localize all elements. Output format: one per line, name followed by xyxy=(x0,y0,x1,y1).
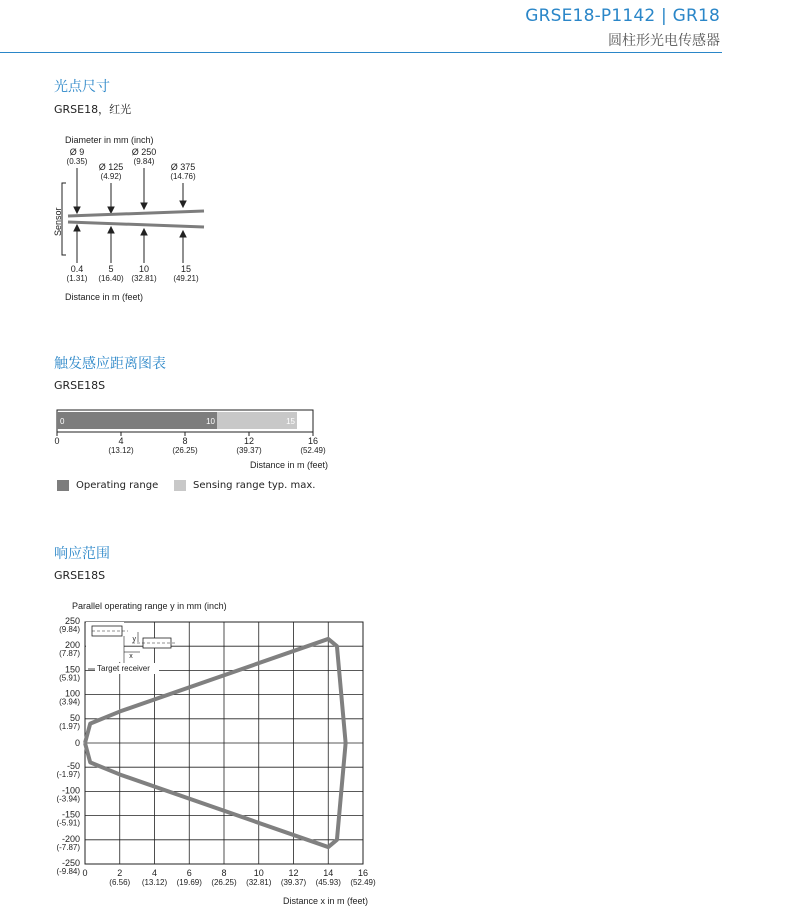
svg-text:(14.76): (14.76) xyxy=(170,172,196,181)
svg-text:-100: -100 xyxy=(61,785,80,796)
svg-text:(39.37): (39.37) xyxy=(236,446,262,455)
svg-text:200: 200 xyxy=(64,640,80,651)
svg-text:(1.31): (1.31) xyxy=(66,274,88,283)
response-y-tick-9 xyxy=(56,834,80,852)
svg-text:5: 5 xyxy=(108,264,114,274)
distance-label-0 xyxy=(67,264,88,283)
svg-text:8: 8 xyxy=(182,436,188,446)
svg-text:(9.84): (9.84) xyxy=(59,625,80,634)
range-tick-3 xyxy=(236,432,262,455)
bottom-arrows xyxy=(74,225,186,263)
diameter-label-3 xyxy=(170,162,196,181)
top-arrows xyxy=(74,168,186,213)
response-y-tick-2 xyxy=(59,664,80,682)
svg-text:Ø 250: Ø 250 xyxy=(131,147,157,157)
inset-x-label: x xyxy=(129,653,133,660)
svg-text:(-9.84): (-9.84) xyxy=(56,867,80,876)
response-x-tick-4 xyxy=(246,868,272,887)
response-x-tick-1 xyxy=(142,868,168,887)
svg-text:(1.97): (1.97) xyxy=(59,721,80,731)
response-y-tick-1 xyxy=(59,640,80,658)
svg-text:(52.49): (52.49) xyxy=(350,878,376,887)
response-chart-title: 响应范围 xyxy=(54,546,110,562)
svg-text:(4.92): (4.92) xyxy=(100,172,122,181)
response-x-tick-2 xyxy=(177,868,203,887)
svg-text:(9.84): (9.84) xyxy=(133,157,155,166)
svg-text:100: 100 xyxy=(64,688,80,699)
svg-text:(26.25): (26.25) xyxy=(172,446,198,455)
svg-text:(-3.94): (-3.94) xyxy=(56,794,80,804)
distance-label-3 xyxy=(173,264,199,283)
response-grid xyxy=(85,622,363,864)
svg-text:(49.21): (49.21) xyxy=(173,274,199,283)
response-x-tick-zero: 0 xyxy=(82,868,88,878)
svg-text:(5.91): (5.91) xyxy=(59,673,80,683)
svg-text:6: 6 xyxy=(186,868,192,878)
svg-text:50: 50 xyxy=(69,712,80,723)
svg-text:(13.12): (13.12) xyxy=(108,446,134,455)
legend-operating xyxy=(57,480,158,491)
page-header-title: GRSE18-P1142 | GR18 xyxy=(525,6,720,26)
target-receiver-label: Target receiver xyxy=(97,664,150,673)
response-x-tick-7 xyxy=(350,868,376,887)
response-x-tick-5 xyxy=(281,868,307,887)
svg-text:4: 4 xyxy=(151,868,158,878)
svg-text:Ø 375: Ø 375 xyxy=(170,162,196,172)
svg-text:(39.37): (39.37) xyxy=(280,878,307,887)
svg-text:-50: -50 xyxy=(66,761,80,772)
svg-text:(32.81): (32.81) xyxy=(131,274,157,283)
legend-operating-label: Operating range xyxy=(76,480,159,491)
response-y-tick-7 xyxy=(56,785,80,803)
legend-operating-swatch xyxy=(57,480,69,491)
beam-lower-edge xyxy=(68,222,204,227)
operating-end-label: 10 xyxy=(206,417,215,426)
response-chart xyxy=(0,595,400,915)
svg-text:0: 0 xyxy=(54,436,60,446)
svg-text:2: 2 xyxy=(117,868,123,878)
svg-text:250: 250 xyxy=(64,616,80,626)
legend-sensing-label: Sensing range typ. max. xyxy=(193,480,316,491)
response-y-tick-0 xyxy=(59,616,80,634)
response-x-title: Distance x in m (feet) xyxy=(282,896,368,906)
svg-text:(45.93): (45.93) xyxy=(315,878,341,887)
svg-text:-150: -150 xyxy=(61,809,80,820)
range-chart-title: 触发感应距离图表 xyxy=(54,356,166,372)
svg-text:16: 16 xyxy=(357,868,369,878)
svg-text:-200: -200 xyxy=(61,833,80,844)
svg-text:(-7.87): (-7.87) xyxy=(56,842,80,852)
svg-text:14: 14 xyxy=(323,868,334,878)
response-x-tick-3 xyxy=(211,868,237,887)
svg-text:(52.49): (52.49) xyxy=(300,446,326,455)
svg-text:12: 12 xyxy=(243,436,255,446)
response-y-tick-5 xyxy=(75,738,80,748)
response-x-tick-0 xyxy=(109,868,130,887)
svg-text:(3.94): (3.94) xyxy=(59,697,80,707)
spot-size-title: 光点尺寸 xyxy=(54,79,110,95)
svg-text:-250: -250 xyxy=(61,858,80,868)
target-receiver-inset xyxy=(86,622,176,674)
diameter-axis-label: Diameter in mm (inch) xyxy=(65,135,154,145)
range-axis-ticks xyxy=(54,432,326,455)
operating-range-bar xyxy=(57,412,217,429)
range-chart xyxy=(0,400,340,475)
svg-text:16: 16 xyxy=(307,436,319,446)
response-y-title: Parallel operating range y in mm (inch) xyxy=(72,601,227,611)
response-y-tick-6 xyxy=(56,761,80,779)
legend-sensing-swatch xyxy=(174,480,186,491)
svg-text:(-1.97): (-1.97) xyxy=(56,770,80,780)
svg-text:12: 12 xyxy=(288,868,299,878)
beam-upper-edge xyxy=(68,211,204,216)
svg-text:0: 0 xyxy=(74,738,80,748)
response-y-tick-10 xyxy=(56,858,80,876)
svg-text:150: 150 xyxy=(64,664,80,675)
svg-text:(26.25): (26.25) xyxy=(211,878,237,887)
diameter-label-1 xyxy=(99,162,124,181)
range-axis-label: Distance in m (feet) xyxy=(249,460,328,470)
response-x-tick-6 xyxy=(316,868,342,887)
header-rule xyxy=(0,52,722,53)
range-tick-1 xyxy=(108,432,134,455)
svg-text:15: 15 xyxy=(180,264,192,274)
response-y-tick-8 xyxy=(56,810,80,828)
range-tick-2 xyxy=(172,432,198,455)
svg-text:(-5.91): (-5.91) xyxy=(56,818,80,828)
diameter-label-0 xyxy=(67,147,88,166)
svg-text:(7.87): (7.87) xyxy=(59,649,80,659)
svg-text:Ø 125: Ø 125 xyxy=(98,162,124,172)
response-y-tick-3 xyxy=(59,689,80,707)
inset-y-label: y xyxy=(132,636,136,643)
response-y-ticks xyxy=(56,616,80,876)
spot-size-subtitle: GRSE18，红光 xyxy=(54,103,132,116)
spot-size-diagram xyxy=(0,125,260,310)
bar-start-label: 0 xyxy=(60,417,65,426)
svg-text:0.4: 0.4 xyxy=(70,264,84,274)
range-chart-subtitle: GRSE18S xyxy=(54,379,106,392)
svg-text:10: 10 xyxy=(253,868,264,878)
svg-text:8: 8 xyxy=(221,868,227,878)
svg-text:(19.69): (19.69) xyxy=(176,878,202,887)
svg-text:(32.81): (32.81) xyxy=(246,878,272,887)
svg-text:(6.56): (6.56) xyxy=(109,878,131,887)
svg-text:Ø 9: Ø 9 xyxy=(69,147,85,157)
distance-label-1 xyxy=(98,264,124,283)
sensor-label: Sensor xyxy=(53,207,63,236)
svg-text:(13.12): (13.12) xyxy=(141,878,168,887)
page-header-subtitle: 圆柱形光电传感器 xyxy=(608,33,720,49)
svg-text:(0.35): (0.35) xyxy=(66,157,88,166)
response-x-ticks xyxy=(82,868,376,887)
svg-text:(16.40): (16.40) xyxy=(98,274,124,283)
response-chart-subtitle: GRSE18S xyxy=(54,569,106,582)
diameter-label-2 xyxy=(132,147,157,166)
legend-sensing xyxy=(174,480,315,491)
range-tick-4 xyxy=(300,432,326,455)
svg-text:4: 4 xyxy=(118,436,124,446)
svg-text:10: 10 xyxy=(138,264,150,274)
sensing-end-label: 15 xyxy=(286,417,295,426)
distance-label-2 xyxy=(131,264,157,283)
response-y-tick-4 xyxy=(59,713,80,731)
distance-axis-label: Distance in m (feet) xyxy=(65,292,144,302)
range-tick-0 xyxy=(54,432,59,446)
